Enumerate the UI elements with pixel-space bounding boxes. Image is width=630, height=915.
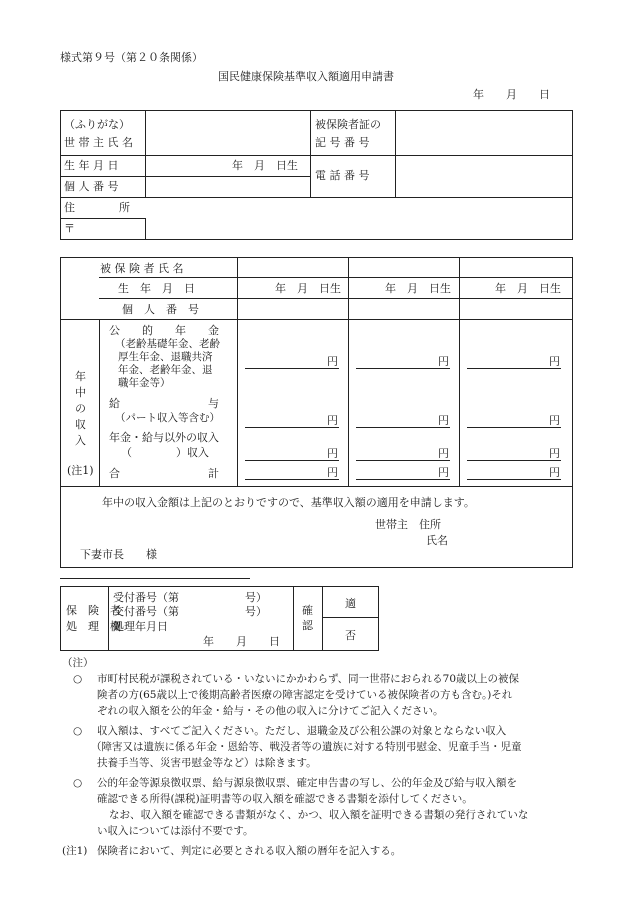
pension-label: 公 的 年 金 [109,324,219,337]
process-date-value: 年 月 日 [203,635,280,648]
application-date[interactable]: 年 月 日 [473,88,550,101]
birth-field-2[interactable]: 年 月 日生 [385,282,451,295]
note-2-line-1: 収入額は、すべてご記入ください。ただし、退職金及び公租公課の対象とならない収入 [97,725,507,737]
separator-line [60,578,250,579]
note-1-line-2: 険者の方(65歳以上で後期高齢者医療の障害認定を受けている被保険者の方も含む。)それ [97,689,513,701]
personal-number-label: 個 人 番 号 [64,180,119,193]
salary-amount-3[interactable]: 円 [549,414,560,427]
other-amount-3[interactable]: 円 [549,447,560,460]
householder-address-label: 世帯主 住所 [375,518,441,531]
note-2-line-3: 扶養手当等、災害弔慰金等など）は除きます。 [97,757,317,769]
receipt-number: 受付番号（第 号） [113,591,267,604]
furigana-label: （ふりがな） [64,118,130,131]
form-number: 様式第９号（第２０条関係） [60,51,203,64]
insured-card-label-1: 被保険者証の [315,118,381,131]
birth-field-3[interactable]: 年 月 日生 [495,282,561,295]
delivery-number: 交付番号（第 号） [113,605,267,618]
note-3-line-2: 確認できる所得(課税)証明書等の収入額を確認できる書類を添付してください。 [97,793,473,805]
confirm-label-2: 認 [302,619,313,632]
pension-amount-3[interactable]: 円 [549,355,560,368]
note-1-ref: (注1) [67,464,94,477]
insured-personal-number-label: 個 人 番 号 [122,303,199,316]
total-amount-1[interactable]: 円 [327,466,338,479]
insured-card-number-field[interactable] [396,111,571,155]
pension-amount-2[interactable]: 円 [438,355,449,368]
postal-mark: 〒 [64,222,75,235]
address-field[interactable] [146,198,571,239]
total-amount-2[interactable]: 円 [438,466,449,479]
declaration-text: 年中の収入金額は上記のとおりですので、基準収入額の適用を申請します。 [102,496,475,509]
addressee: 下妻市長 様 [80,548,157,561]
insured-card-label-2: 記 号 番 号 [315,136,370,149]
other-income-label: 年金・給与以外の収入 [109,431,219,444]
process-date-label: 処理年月日 [113,620,168,633]
office-label-2: 処 理 欄 [66,620,121,633]
note-2-line-2: （障害又は遺族に係る年金・恩給等、戦没者等の遺族に対する特別弔慰金、児童手当・児童 [91,741,522,753]
birth-field-1[interactable]: 年 月 日生 [275,282,341,295]
total-amount-3[interactable]: 円 [549,466,560,479]
note-4-text: 保険者において、判定に必要とされる収入額の暦年を記入する。 [97,845,402,857]
other-amount-1[interactable]: 円 [327,447,338,460]
other-amount-2[interactable]: 円 [438,447,449,460]
note-3-line-4: い収入については添付不要です。 [97,825,254,837]
insured-name-label: 被 保 険 者 氏 名 [100,262,184,275]
note-3-line-3: なお、収入額を確認できる書類がなく、かつ、収入額を証明できる書類の発行されていな [109,809,529,821]
total-label: 合 計 [109,467,219,480]
pension-amount-1[interactable]: 円 [327,355,338,368]
confirm-label-1: 確 [302,604,313,617]
address-label: 住 所 [64,201,130,214]
salary-amount-2[interactable]: 円 [438,414,449,427]
householder-name-field[interactable] [146,111,309,155]
note-3-line-1: 公的年金等源泉徴収票、給与源泉徴収票、確定申告書の写し、公的年金及び給与収入額を [97,777,517,789]
salary-label: 給 与 [109,397,219,410]
householder-signature-label: 氏名 [426,534,448,547]
phone-field[interactable] [396,156,571,197]
notes-heading: （注） [62,657,94,669]
note-1-line-1: 市町村民税が課税されている・いないにかかわらず、同一世帯におられる70歳以上の被保 [97,673,520,685]
confirm-ng: 否 [345,629,356,642]
personal-number-field[interactable] [146,177,309,197]
phone-label: 電 話 番 号 [315,169,370,182]
birth-date-field[interactable]: 年 月 日生 [232,159,298,172]
note-1-line-3: ぞれの収入額を公的年金・給与・その他の収入に分けてご記入ください。 [97,705,444,717]
confirm-ok: 適 [345,597,356,610]
office-label-1: 保 険 者 [66,604,121,617]
birth-date-label: 生 年 月 日 [64,159,119,172]
householder-name-label: 世 帯 主 氏 名 [64,136,133,149]
page-title: 国民健康保険基準収入額適用申請書 [218,70,394,83]
insured-birth-label: 生 年 月 日 [118,282,195,295]
note-4-label: (注1) [62,845,88,857]
salary-amount-1[interactable]: 円 [327,414,338,427]
